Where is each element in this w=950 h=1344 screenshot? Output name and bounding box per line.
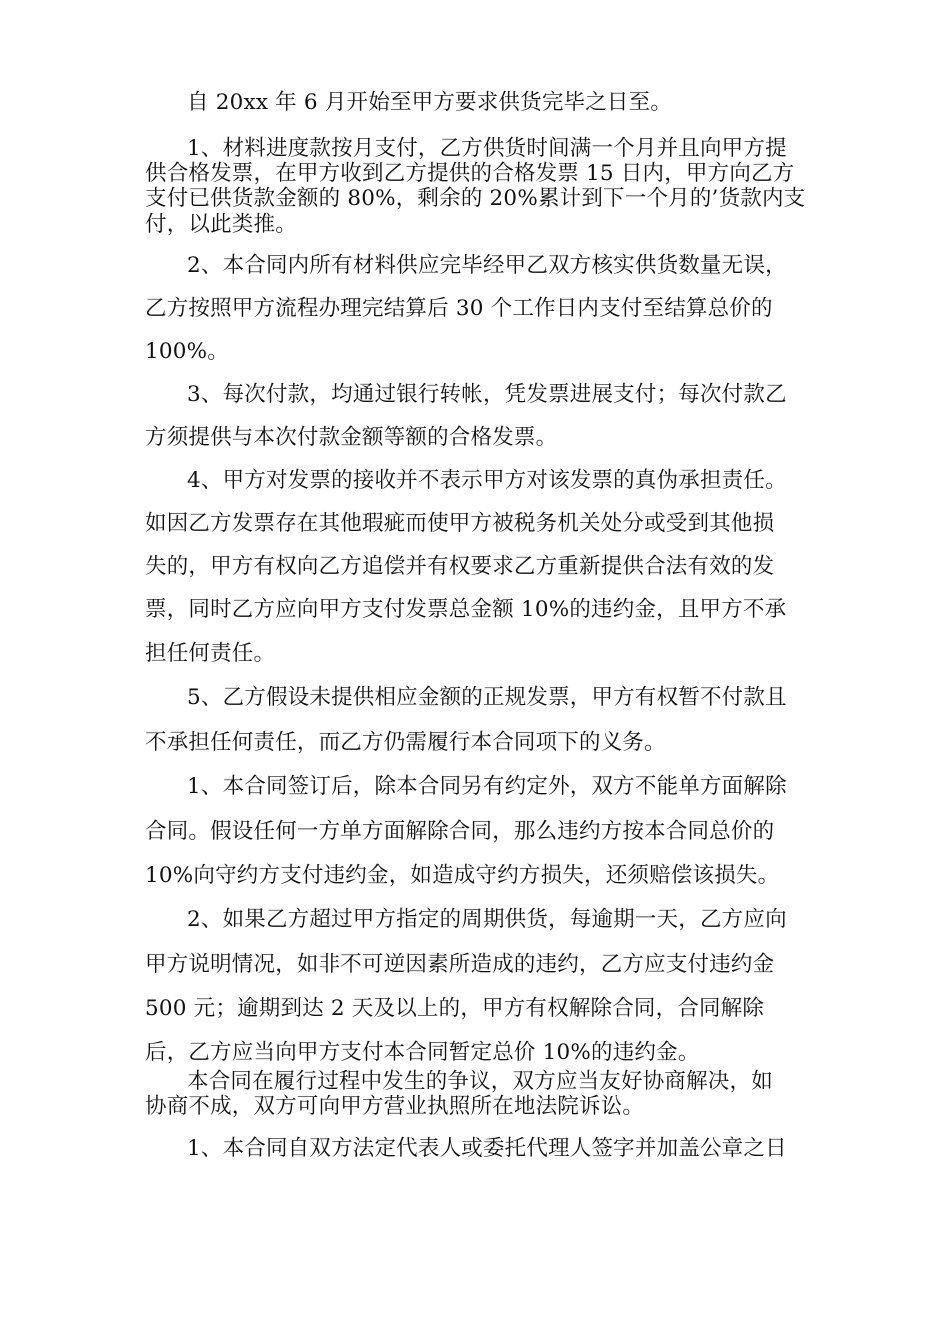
text-line: 1、本合同签订后，除本合同另有约定外，双方不能单方面解除: [187, 774, 787, 799]
text-line: 3、每次付款，均通过银行转帐，凭发票进展支付；每次付款乙: [187, 382, 787, 407]
text-line: 后，乙方应当向甲方支付本合同暂定总价 10%的违约金。: [145, 1040, 700, 1065]
text-line: 10%向守约方支付违约金，如造成守约方损失，还须赔偿该损失。: [145, 863, 780, 888]
text-line: 5、乙方假设未提供相应金额的正规发票，甲方有权暂不付款且: [187, 685, 787, 710]
text-line: 合同。假设任何一方单方面解除合同，那么违约方按本合同总价的: [145, 819, 775, 844]
text-line: 100%。: [145, 339, 229, 364]
text-line: 不承担任何责任，而乙方仍需履行本合同项下的义务。: [145, 730, 666, 755]
text-line: 担任何责任。: [145, 641, 276, 666]
text-line: 4、甲方对发票的接收并不表示甲方对该发票的真伪承担责任。: [187, 468, 787, 493]
text-line: 甲方说明情况，如非不可逆因素所造成的违约，乙方应支付违约金: [145, 952, 775, 977]
text-line: 1、本合同自双方法定代表人或委托代理人签字并加盖公章之日: [187, 1136, 787, 1161]
text-line: 供合格发票，在甲方收到乙方提供的合格发票 15 日内，甲方向乙方: [145, 161, 795, 186]
text-line: 2、本合同内所有材料供应完毕经甲乙双方核实供货数量无误，: [187, 253, 787, 278]
text-line: 自 20xx 年 6 月开始至甲方要求供货完毕之日至。: [187, 90, 673, 115]
text-line: 本合同在履行过程中发生的争议，双方应当友好协商解决，如: [187, 1069, 773, 1094]
text-line: 500 元；逾期到达 2 天及以上的，甲方有权解除合同，合同解除: [145, 996, 765, 1021]
text-line: 2、如果乙方超过甲方指定的周期供货，每逾期一天，乙方应向: [187, 907, 787, 932]
text-line: 协商不成，双方可向甲方营业执照所在地法院诉讼。: [145, 1094, 645, 1119]
text-line: 如因乙方发票存在其他瑕疵而使甲方被税务机关处分或受到其他损: [145, 511, 775, 536]
text-line: 支付已供货款金额的 80%，剩余的 20%累计到下一个月的’货款内支: [145, 186, 806, 211]
text-line: 票，同时乙方应向甲方支付发票总金额 10%的违约金，且甲方不承: [145, 597, 787, 622]
text-line: 失的，甲方有权向乙方追偿并有权要求乙方重新提供合法有效的发: [145, 554, 775, 579]
text-line: 付，以此类推。: [145, 212, 297, 237]
text-line: 乙方按照甲方流程办理完结算后 30 个工作日内支付至结算总价的: [145, 296, 773, 321]
text-line: 方须提供与本次付款金额等额的合格发票。: [145, 425, 558, 450]
text-line: 1、材料进度款按月支付，乙方供货时间满一个月并且向甲方提: [187, 136, 787, 161]
